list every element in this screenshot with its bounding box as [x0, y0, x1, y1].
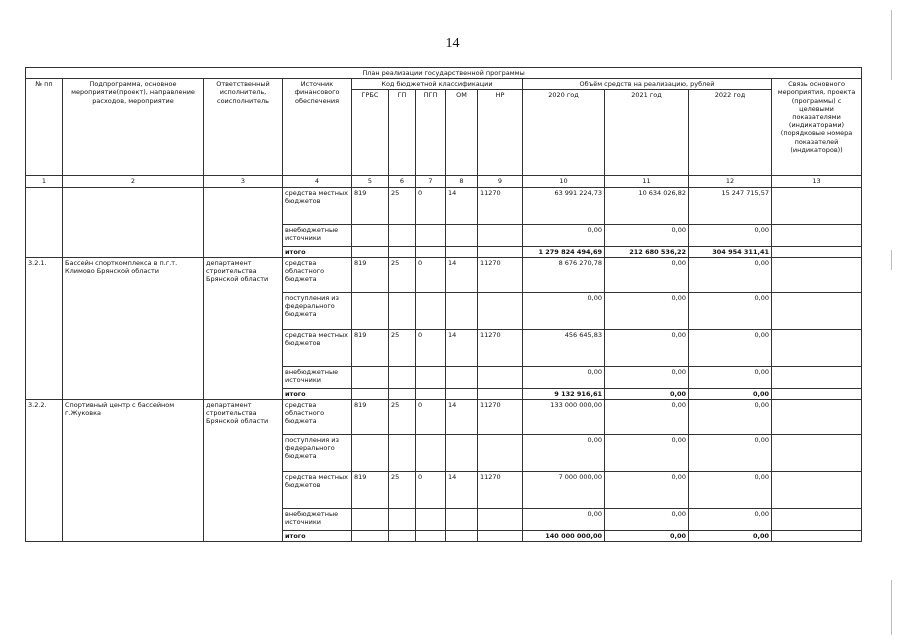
link-cell — [772, 400, 862, 435]
table-row — [26, 400, 862, 435]
col-number: 12 — [689, 176, 772, 187]
value-2020: 7 000 000,00 — [523, 472, 605, 509]
code-om — [446, 292, 478, 329]
source-cell: средства местных бюджетов — [283, 187, 352, 224]
link-cell — [772, 257, 862, 292]
code-om — [446, 435, 478, 472]
link-cell — [772, 388, 862, 399]
col-number: 8 — [446, 176, 478, 187]
link-cell — [772, 509, 862, 531]
item-num: 3.2.2. — [26, 400, 63, 542]
item-responsible: департамент строительства Брянской области — [204, 257, 283, 399]
funds-header: Объём средств на реализацию, рублей — [523, 79, 772, 90]
col-number: 3 — [204, 176, 283, 187]
code-pgp: 0 — [416, 472, 446, 509]
source-cell: итого — [283, 246, 352, 257]
value-2022: 0,00 — [689, 224, 772, 246]
value-2021: 0,00 — [605, 509, 689, 531]
item-responsible: департамент строительства Брянской области — [204, 400, 283, 542]
code-header-pgp: ПГП — [416, 90, 446, 176]
col-number: 1 — [26, 176, 63, 187]
code-gp — [389, 435, 416, 472]
col-source-header: Источник финансового обеспечения — [283, 79, 352, 176]
code-pgp: 0 — [416, 257, 446, 292]
source-cell: средства областного бюджета — [283, 400, 352, 435]
value-2020: 0,00 — [523, 366, 605, 388]
source-cell: средства местных бюджетов — [283, 329, 352, 366]
value-2020: 0,00 — [523, 292, 605, 329]
code-gp — [389, 388, 416, 399]
code-pgp — [416, 366, 446, 388]
value-2020: 456 645,83 — [523, 329, 605, 366]
col-number: 2 — [63, 176, 204, 187]
year-header-2020: 2020 год — [523, 90, 605, 176]
code-pgp: 0 — [416, 187, 446, 224]
col-number: 5 — [352, 176, 389, 187]
code-pgp — [416, 388, 446, 399]
code-header-om: ОМ — [446, 90, 478, 176]
code-header-nr: НР — [478, 90, 523, 176]
link-cell — [772, 366, 862, 388]
code-grbs — [352, 388, 389, 399]
col-number: 13 — [772, 176, 862, 187]
value-2020: 9 132 916,61 — [523, 388, 605, 399]
code-nr — [478, 531, 523, 542]
source-cell: внебюджетные источники — [283, 509, 352, 531]
code-nr — [478, 366, 523, 388]
value-2022: 0,00 — [689, 388, 772, 399]
value-2022: 0,00 — [689, 366, 772, 388]
source-cell: поступления из федерального бюджета — [283, 435, 352, 472]
col-number: 7 — [416, 176, 446, 187]
value-2021: 10 634 026,82 — [605, 187, 689, 224]
code-nr — [478, 224, 523, 246]
table-row — [26, 257, 862, 292]
code-grbs: 819 — [352, 472, 389, 509]
code-om: 14 — [446, 329, 478, 366]
value-2020: 133 000 000,00 — [523, 400, 605, 435]
link-cell — [772, 224, 862, 246]
code-grbs — [352, 435, 389, 472]
code-om — [446, 366, 478, 388]
col-number: 4 — [283, 176, 352, 187]
value-2022: 15 247 715,57 — [689, 187, 772, 224]
code-gp: 25 — [389, 400, 416, 435]
budget-class-header: Код бюджетной классификации — [352, 79, 523, 90]
code-nr: 11270 — [478, 400, 523, 435]
col-number: 10 — [523, 176, 605, 187]
col-program-header: Подпрограмма, основное мероприятие(проект), направление расходов, мероприятие — [63, 79, 204, 176]
code-om — [446, 246, 478, 257]
value-2022: 0,00 — [689, 400, 772, 435]
code-pgp — [416, 509, 446, 531]
item-name — [63, 187, 204, 257]
code-header-gp: ГП — [389, 90, 416, 176]
source-cell: поступления из федерального бюджета — [283, 292, 352, 329]
page-number: 14 — [445, 36, 460, 51]
value-2021: 0,00 — [605, 257, 689, 292]
value-2020: 0,00 — [523, 509, 605, 531]
code-grbs: 819 — [352, 329, 389, 366]
code-header-grbs: ГРБС — [352, 90, 389, 176]
value-2021: 212 680 536,22 — [605, 246, 689, 257]
code-nr: 11270 — [478, 472, 523, 509]
source-cell: средства местных бюджетов — [283, 472, 352, 509]
code-gp — [389, 292, 416, 329]
value-2022: 0,00 — [689, 292, 772, 329]
value-2020: 0,00 — [523, 435, 605, 472]
col-link-header: Связь основного мероприятия, проекта (программы) с целевыми показателями (индикаторами) (порядковые номера показателей (индикаторов)) — [772, 79, 862, 176]
code-nr — [478, 388, 523, 399]
value-2020: 1 279 824 494,69 — [523, 246, 605, 257]
value-2020: 63 991 224,73 — [523, 187, 605, 224]
code-grbs — [352, 292, 389, 329]
value-2021: 0,00 — [605, 366, 689, 388]
plan-table — [25, 67, 862, 542]
code-pgp: 0 — [416, 400, 446, 435]
year-header-2022: 2022 год — [689, 90, 772, 176]
col-responsible-header: Ответственный исполнитель, соисполнитель — [204, 79, 283, 176]
code-grbs — [352, 224, 389, 246]
item-num: 3.2.1. — [26, 257, 63, 399]
code-grbs: 819 — [352, 400, 389, 435]
item-name: Бассейн спорткомплекса в п.г.т. Климово Брянской области — [63, 257, 204, 399]
plan-title: План реализации государственной программы — [26, 68, 862, 79]
link-cell — [772, 187, 862, 224]
link-cell — [772, 292, 862, 329]
value-2022: 0,00 — [689, 435, 772, 472]
source-cell: итого — [283, 531, 352, 542]
value-2021: 0,00 — [605, 400, 689, 435]
code-grbs — [352, 509, 389, 531]
item-name: Спортивный центр с бассейном г.Жуковка — [63, 400, 204, 542]
code-om — [446, 388, 478, 399]
item-responsible — [204, 187, 283, 257]
col-num-header: № пп — [26, 79, 63, 176]
code-pgp — [416, 246, 446, 257]
code-gp — [389, 531, 416, 542]
value-2020: 8 676 270,78 — [523, 257, 605, 292]
code-pgp — [416, 292, 446, 329]
value-2022: 0,00 — [689, 257, 772, 292]
code-nr: 11270 — [478, 187, 523, 224]
code-pgp — [416, 435, 446, 472]
source-cell: средства областного бюджета — [283, 257, 352, 292]
code-om: 14 — [446, 400, 478, 435]
code-om: 14 — [446, 187, 478, 224]
code-om — [446, 224, 478, 246]
code-pgp — [416, 224, 446, 246]
value-2020: 0,00 — [523, 224, 605, 246]
value-2022: 0,00 — [689, 509, 772, 531]
source-cell: итого — [283, 388, 352, 399]
link-cell — [772, 329, 862, 366]
code-grbs: 819 — [352, 257, 389, 292]
code-gp — [389, 366, 416, 388]
code-nr — [478, 292, 523, 329]
col-number: 6 — [389, 176, 416, 187]
value-2021: 0,00 — [605, 329, 689, 366]
link-cell — [772, 435, 862, 472]
value-2022: 304 954 311,41 — [689, 246, 772, 257]
margin-mark — [891, 250, 892, 270]
col-number: 11 — [605, 176, 689, 187]
table-row — [26, 187, 862, 224]
value-2020: 140 000 000,00 — [523, 531, 605, 542]
code-nr — [478, 509, 523, 531]
code-gp: 25 — [389, 257, 416, 292]
code-pgp: 0 — [416, 329, 446, 366]
code-nr — [478, 246, 523, 257]
code-gp: 25 — [389, 329, 416, 366]
col-number: 9 — [478, 176, 523, 187]
value-2021: 0,00 — [605, 472, 689, 509]
value-2021: 0,00 — [605, 292, 689, 329]
value-2021: 0,00 — [605, 388, 689, 399]
code-om: 14 — [446, 472, 478, 509]
code-om: 14 — [446, 257, 478, 292]
code-nr: 11270 — [478, 257, 523, 292]
code-grbs: 819 — [352, 187, 389, 224]
code-grbs — [352, 531, 389, 542]
value-2021: 0,00 — [605, 531, 689, 542]
code-grbs — [352, 366, 389, 388]
code-gp — [389, 509, 416, 531]
link-cell — [772, 531, 862, 542]
link-cell — [772, 472, 862, 509]
value-2021: 0,00 — [605, 435, 689, 472]
code-nr: 11270 — [478, 329, 523, 366]
code-om — [446, 531, 478, 542]
value-2022: 0,00 — [689, 472, 772, 509]
code-nr — [478, 435, 523, 472]
code-gp — [389, 224, 416, 246]
code-grbs — [352, 246, 389, 257]
code-gp: 25 — [389, 187, 416, 224]
code-gp: 25 — [389, 472, 416, 509]
value-2022: 0,00 — [689, 531, 772, 542]
margin-mark — [891, 10, 892, 80]
item-num — [26, 187, 63, 257]
code-pgp — [416, 531, 446, 542]
source-cell: внебюджетные источники — [283, 224, 352, 246]
link-cell — [772, 246, 862, 257]
margin-mark — [891, 580, 892, 635]
source-cell: внебюджетные источники — [283, 366, 352, 388]
code-om — [446, 509, 478, 531]
value-2021: 0,00 — [605, 224, 689, 246]
year-header-2021: 2021 год — [605, 90, 689, 176]
value-2022: 0,00 — [689, 329, 772, 366]
code-gp — [389, 246, 416, 257]
